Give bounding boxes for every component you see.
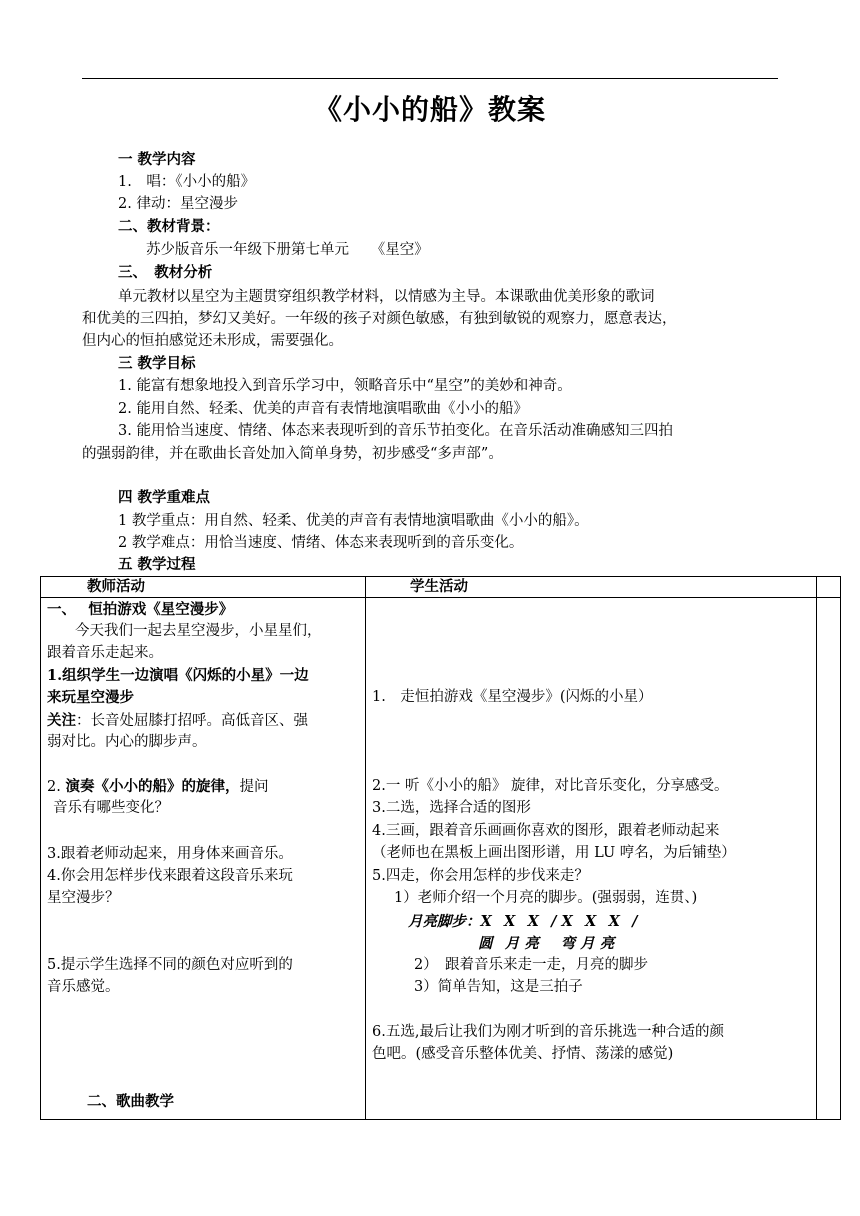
- student-line: 5.四走，你会用怎样的步伐来走？: [372, 868, 589, 884]
- teacher-line: 5.提示学生选择不同的颜色对应听到的: [47, 957, 293, 973]
- header-teacher: 教师活动: [41, 577, 366, 598]
- section-heading-process: 五 教学过程: [118, 556, 196, 573]
- teacher-line: 星空漫步？: [47, 890, 120, 906]
- focus-label: 关注: [47, 712, 76, 729]
- teacher-line: 来玩星空漫步: [47, 689, 134, 706]
- teacher-activities: [41, 598, 366, 1120]
- student-line: 3）简单告知，这是三拍子: [414, 979, 583, 995]
- student-activities: [366, 598, 817, 1120]
- goal-line: 的强弱韵律，并在歌曲长音处加入简单身势，初步感受“多声部”。: [82, 446, 503, 462]
- header-student: 学生活动: [366, 577, 817, 598]
- teacher-line: 1.组织学生一边演唱《闪烁的小星》一边: [47, 667, 309, 684]
- student-line: 色吧。(感受音乐整体优美、抒情、荡漾的感觉): [372, 1046, 674, 1062]
- student-line: 2.一 听《小小的船》 旋律，对比音乐变化，分享感受。: [372, 778, 729, 794]
- teacher-heading-game: 一、 恒拍游戏《星空漫步》: [47, 601, 234, 618]
- teacher-line: 跟着音乐走起来。: [47, 645, 163, 661]
- content-item: 2. 律动：星空漫步: [118, 196, 238, 212]
- page-title: 《小小的船》教案: [313, 93, 546, 126]
- process-table: [40, 576, 841, 1120]
- teacher-heading-song: 二、歌曲教学: [87, 1093, 174, 1110]
- section-heading-background: 二、教材背景：: [118, 218, 220, 235]
- content-item: 1. 唱：《小小的船》: [118, 174, 256, 190]
- keypoint-line: 2 教学难点：用恰当速度、情绪、体态来表现听到的音乐变化。: [118, 535, 524, 551]
- rhythm-lyrics: 圆 月 亮 弯 月 亮: [478, 935, 615, 952]
- goal-line: 1. 能富有想象地投入到音乐学习中，领略音乐中“星空”的美妙和神奇。: [118, 378, 572, 394]
- student-line: （老师也在黑板上画出图形谱，用 LU 哼名，为后铺垫）: [372, 845, 736, 861]
- rhythm-notation: 月亮脚步：X X X / X X X /: [408, 913, 638, 930]
- teacher-line: 2. 演奏《小小的船》的旋律，提问: [47, 778, 269, 795]
- section-heading-goals: 三 教学目标: [118, 355, 196, 372]
- teacher-line: 3.跟着老师动起来，用身体来画音乐。: [47, 846, 293, 862]
- empty-cell: [817, 577, 841, 598]
- goal-line: 3. 能用恰当速度、情绪、体态来表现听到的音乐节拍变化。在音乐活动准确感知三四拍: [118, 423, 673, 439]
- teacher-line: 今天我们一起去星空漫步，小星星们，: [75, 623, 322, 639]
- goal-line: 2. 能用自然、轻柔、优美的声音有表情地演唱歌曲《小小的船》: [118, 401, 528, 417]
- analysis-line: 但内心的恒拍感觉还未形成，需要强化。: [82, 333, 343, 349]
- analysis-line: 单元教材以星空为主题贯穿组织教学材料，以情感为主导。本课歌曲优美形象的歌词: [118, 289, 655, 305]
- student-line: 1. 走恒拍游戏《星空漫步》(闪烁的小星）: [372, 689, 653, 705]
- header-rule: [82, 78, 778, 79]
- keypoint-line: 1 教学重点：用自然、轻柔、优美的声音有表情地演唱歌曲《小小的船》。: [118, 513, 589, 529]
- background-text: 苏少版音乐一年级下册第七单元 《星空》: [146, 242, 429, 258]
- section-heading-keypoints: 四 教学重难点: [118, 489, 211, 506]
- teacher-line: 4.你会用怎样步伐来跟着这段音乐来玩: [47, 868, 293, 884]
- section-heading-analysis: 三、 教材分析: [118, 264, 213, 281]
- student-line: 3.二选，选择合适的图形: [372, 800, 531, 816]
- student-line: 2） 跟着音乐来走一走，月亮的脚步: [414, 957, 648, 973]
- student-line: 6.五选,最后让我们为刚才听到的音乐挑选一种合适的颜: [372, 1024, 724, 1040]
- teacher-line: 音乐感觉。: [47, 979, 120, 995]
- student-line: 4.三画，跟着音乐画画你喜欢的图形，跟着老师动起来: [372, 823, 720, 839]
- analysis-line: 和优美的三四拍，梦幻又美好。一年级的孩子对颜色敏感，有独到敏锐的观察力，愿意表达，: [82, 311, 677, 327]
- empty-cell: [817, 598, 841, 1120]
- student-line: 1）老师介绍一个月亮的脚步。(强弱弱，连贯、): [394, 890, 698, 906]
- teacher-line: 关注：长音处屈膝打招呼。高低音区、强: [47, 712, 308, 729]
- teacher-line: 弱对比。内心的脚步声。: [47, 734, 207, 750]
- section-heading-content: 一 教学内容: [118, 151, 196, 168]
- teacher-line: 音乐有哪些变化？: [53, 800, 169, 816]
